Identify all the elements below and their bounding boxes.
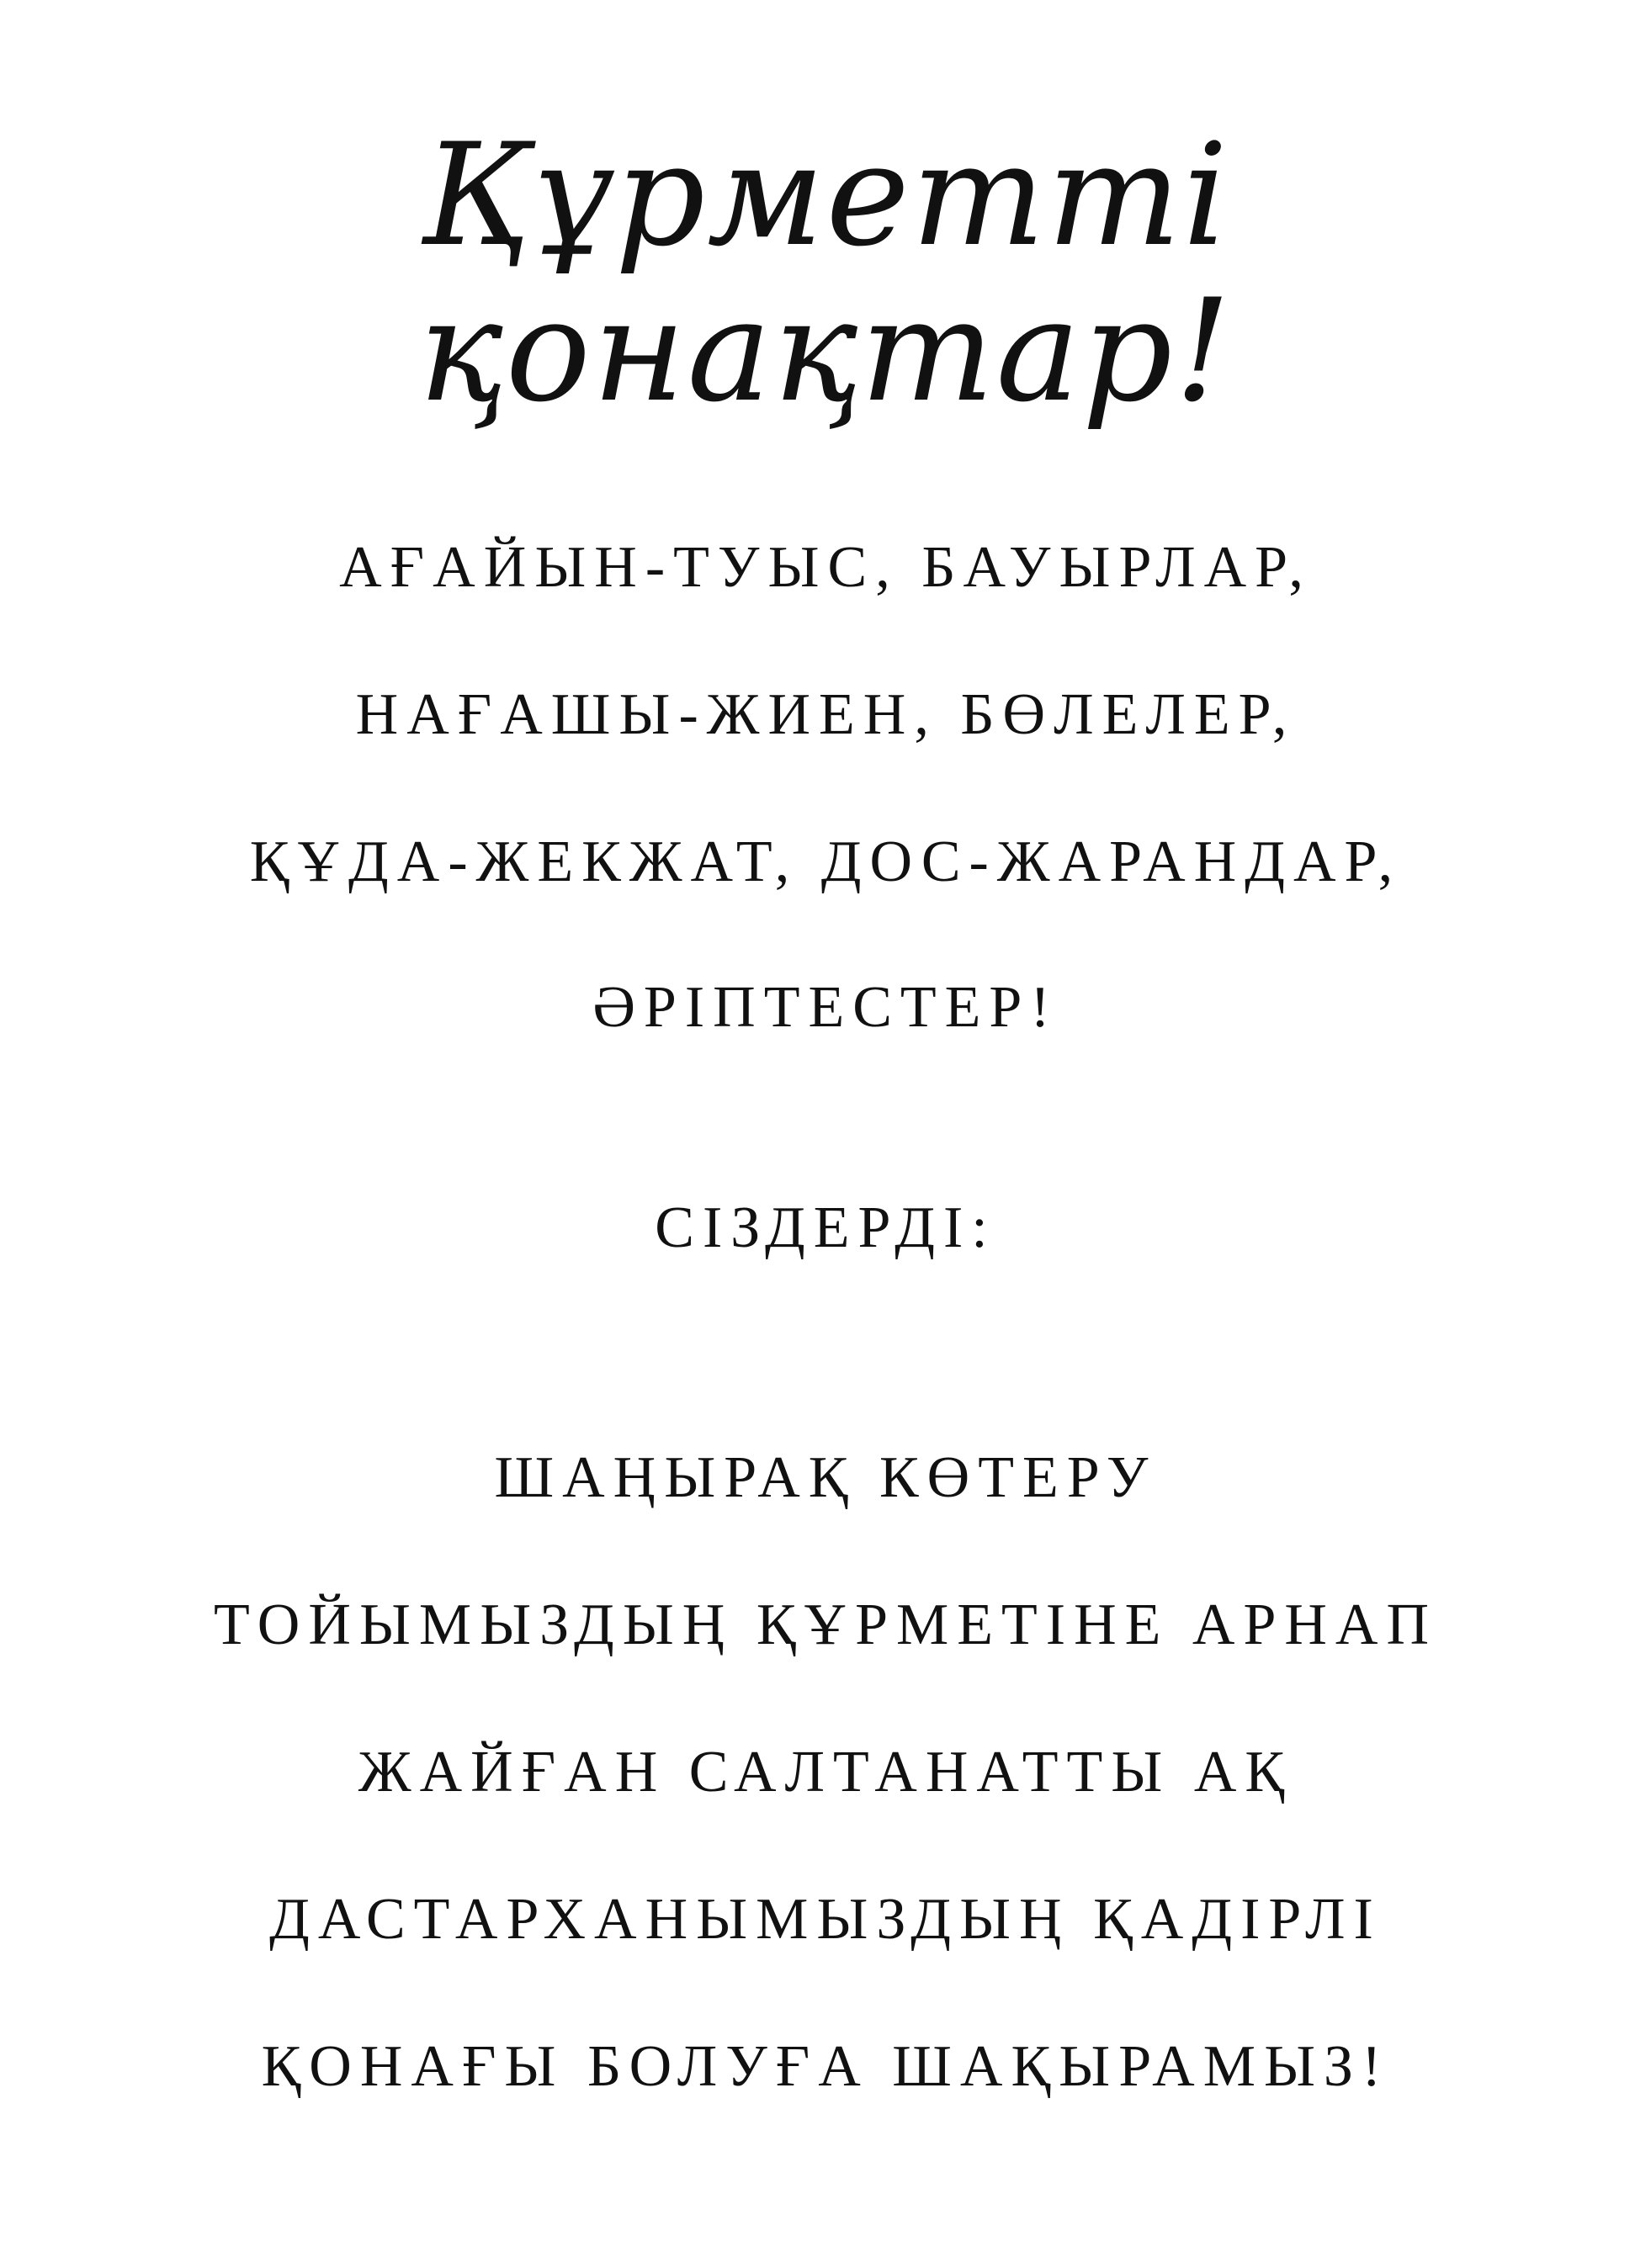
address-line: СІЗДЕРДІ: (655, 1195, 996, 1260)
invitation-line-2: ТОЙЫМЫЗДЫҢ ҚҰРМЕТІНЕ АРНАП (213, 1592, 1438, 1657)
invitation-line-4: ДАСТАРХАНЫМЫЗДЫҢ ҚАДІРЛІ (269, 1887, 1382, 1952)
invitation-line-3: ЖАЙҒАН САЛТАНАТТЫ АҚ (358, 1740, 1293, 1804)
invitation-line-5: ҚОНАҒЫ БОЛУҒА ШАҚЫРАМЫЗ! (261, 2034, 1390, 2099)
invitation-line-1: ШАҢЫРАҚ КӨТЕРУ (494, 1445, 1157, 1510)
guest-line-3: ҚҰДА-ЖЕКЖАТ, ДОС-ЖАРАНДАР, (249, 829, 1402, 894)
guest-line-4: ӘРІПТЕСТЕР! (592, 975, 1059, 1040)
guest-line-2: НАҒАШЫ-ЖИЕН, БӨЛЕЛЕР, (355, 682, 1296, 747)
guest-line-1: АҒАЙЫН-ТУЫС, БАУЫРЛАР, (339, 535, 1312, 600)
page-title: Құрметті қонақтар! (418, 113, 1233, 433)
